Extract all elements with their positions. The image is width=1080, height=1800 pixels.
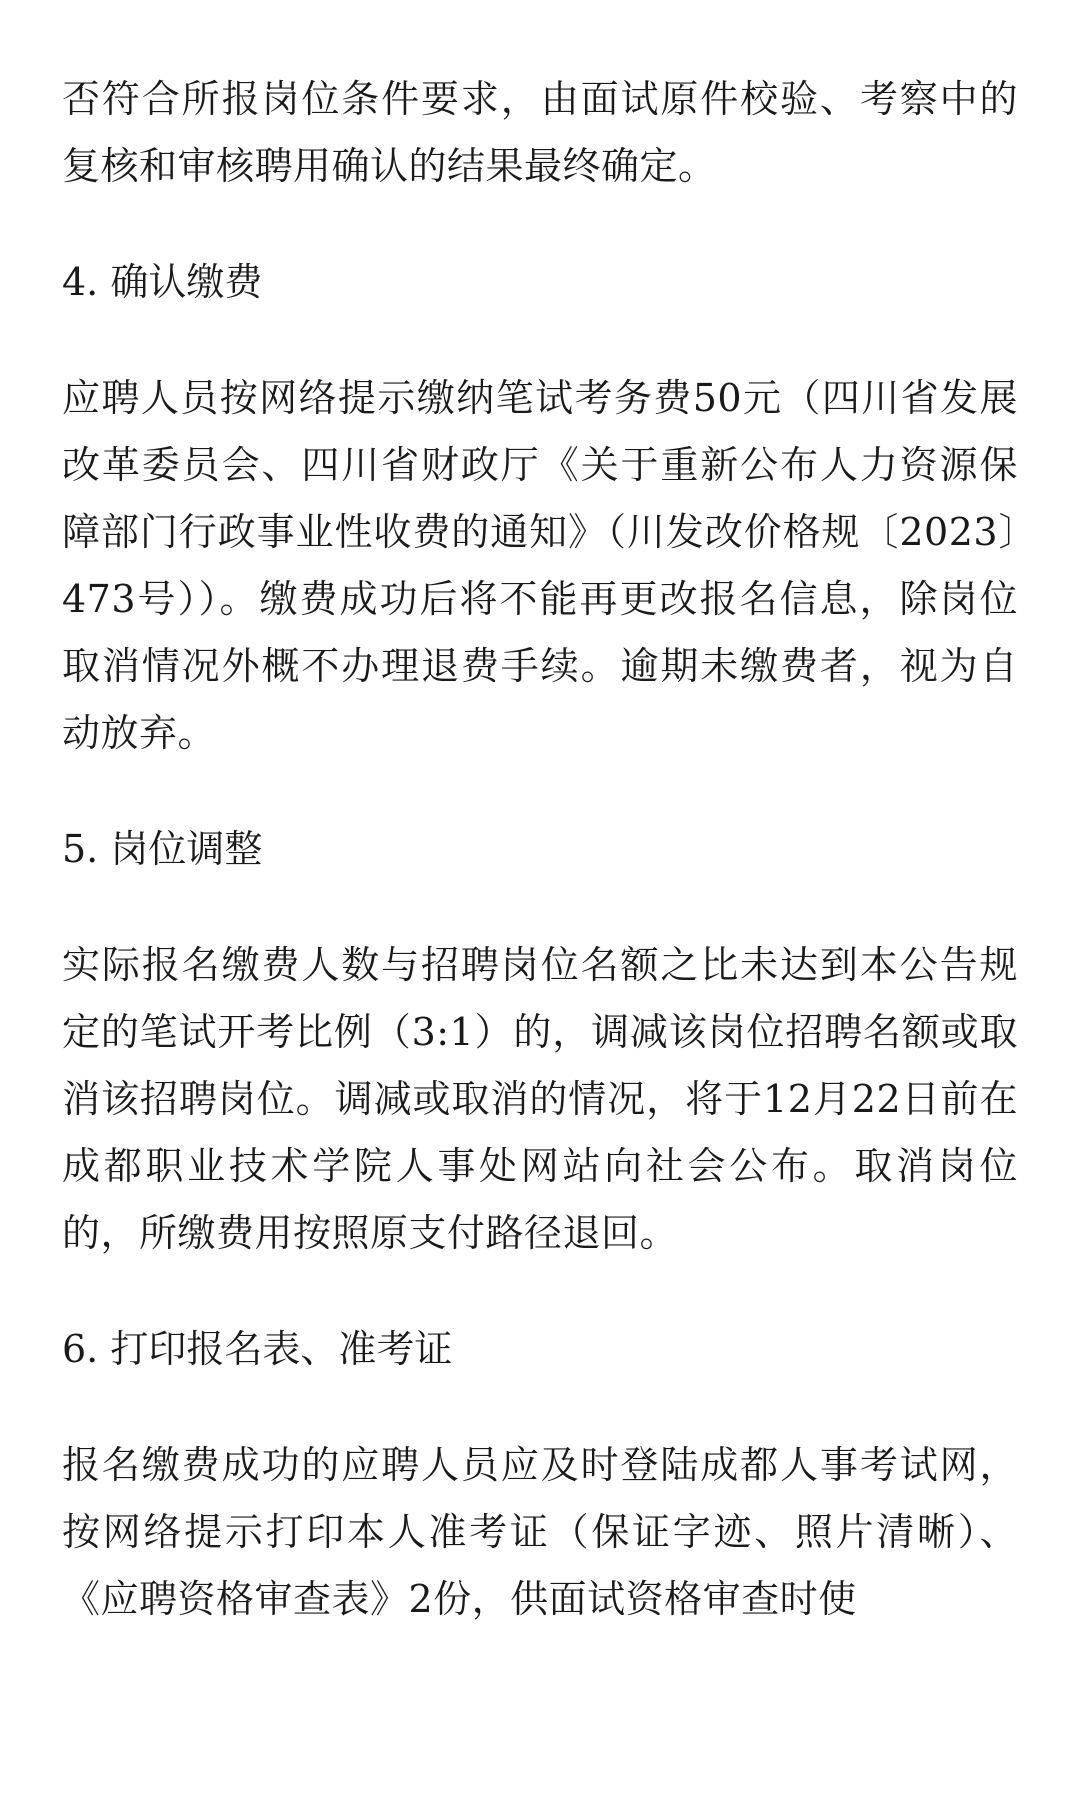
section-heading-5: 5. 岗位调整 <box>62 827 263 871</box>
section-heading-6: 6. 打印报名表、准考证 <box>62 1327 453 1371</box>
paragraph-position-adjustment: 实际报名缴费人数与招聘岗位名额之比未达到本公告规定的笔试开考比例（3:1）的，调减该岗位招聘名额或取消该招聘岗位。调减或取消的情况，将于12月22日前在成都职业技术学院人事处网站向社会公布。取消岗位的，所缴费用按照原支付路径退回。 <box>62 943 1018 1255</box>
article-body <box>62 66 1018 1633</box>
paragraph-intro: 否符合所报岗位条件要求，由面试原件校验、考察中的复核和审核聘用确认的结果最终确定。 <box>62 77 1018 188</box>
paragraph-payment: 应聘人员按网络提示缴纳笔试考务费50元（四川省发展改革委员会、四川省财政厅《关于重新公布人力资源保障部门行政事业性收费的通知》（川发改价格规〔2023〕473号））。缴费成功后将不能再更改报名信息，除岗位取消情况外概不办理退费手续。逾期未缴费者，视为自动放弃。 <box>62 376 1018 755</box>
section-heading-4: 4. 确认缴费 <box>62 260 263 304</box>
paragraph-print-forms: 报名缴费成功的应聘人员应及时登陆成都人事考试网，按网络提示打印本人准考证（保证字迹、照片清晰）、《应聘资格审查表》2份，供面试资格审查时使 <box>62 1443 1018 1621</box>
